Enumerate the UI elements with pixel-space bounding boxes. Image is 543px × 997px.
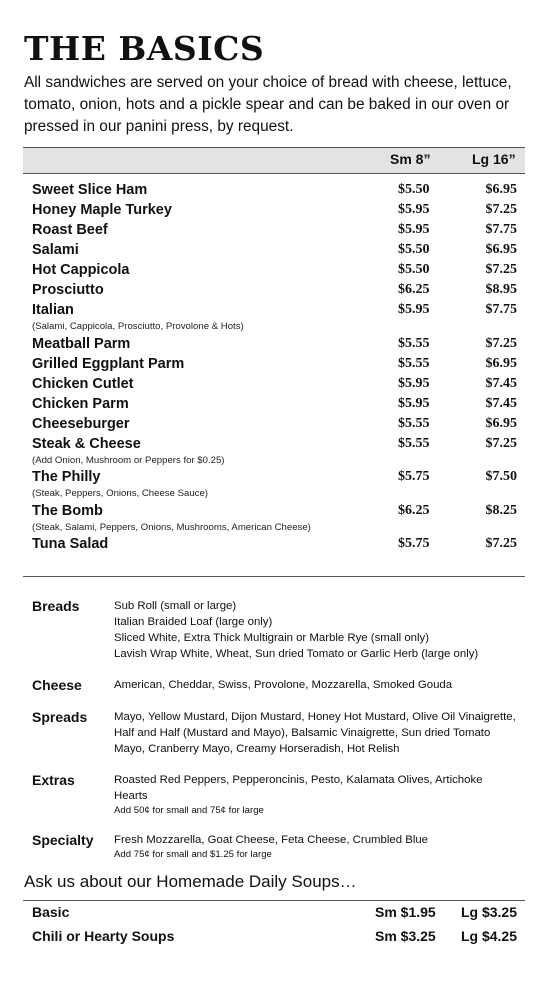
soup-name: Basic: [32, 904, 70, 920]
menu-item: [32, 334, 517, 354]
option-surcharge: Add 75¢ for small and $1.25 for large: [114, 849, 272, 860]
size-header-bar: [23, 147, 525, 174]
item-name: Roast Beef: [32, 222, 108, 238]
item-note: (Salami, Cappicola, Prosciutto, Provolone & Hots): [32, 321, 244, 332]
small-price: $5.75: [398, 536, 430, 551]
large-price: $7.25: [485, 202, 517, 217]
item-name: Grilled Eggplant Parm: [32, 355, 185, 372]
option-label: Extras: [32, 772, 75, 788]
large-size-header: Lg 16”: [472, 151, 516, 167]
large-price: $7.45: [485, 375, 517, 391]
item-name: Tuna Salad: [32, 536, 109, 552]
option-line: Sliced White, Extra Thick Multigrain or Marble Rye (small only): [114, 632, 430, 644]
option-label: Spreads: [32, 709, 88, 725]
page-title: THE BASICS: [24, 29, 265, 68]
option-label: Cheese: [32, 677, 82, 693]
item-name: Honey Maple Turkey: [32, 202, 172, 218]
large-price: $7.75: [485, 302, 517, 317]
menu-item: [32, 374, 517, 394]
item-name: The Philly: [32, 469, 101, 485]
menu-item: [32, 180, 517, 200]
menu-item: [32, 240, 517, 260]
sandwich-list: [32, 180, 517, 554]
large-price: $7.75: [485, 222, 517, 237]
small-price: $5.95: [398, 222, 430, 237]
soup-name: Chili or Hearty Soups: [32, 928, 175, 944]
menu-item: [32, 414, 517, 434]
large-price: $7.25: [485, 335, 517, 351]
large-price: $6.95: [485, 415, 517, 431]
soup-small-price: Sm $1.95: [375, 904, 436, 920]
small-price: $6.25: [398, 282, 430, 297]
item-note: (Steak, Salami, Peppers, Onions, Mushrooms, American Cheese): [32, 521, 311, 533]
soup-row: [32, 902, 517, 922]
divider: [23, 576, 525, 577]
item-note: (Steak, Peppers, Onions, Cheese Sauce): [32, 488, 208, 499]
large-price: $7.45: [485, 395, 517, 411]
intro-text: All sandwiches are served on your choice of bread with cheese, lettuce, tomato, onion, hots and a pickle spear and can be baked in our oven or pressed in our panini press, by request.: [24, 74, 512, 135]
menu-item: [32, 467, 517, 501]
large-price: $7.25: [485, 536, 517, 551]
large-price: $8.95: [485, 282, 517, 297]
item-name: Cheeseburger: [32, 415, 130, 432]
option-label: Breads: [32, 598, 80, 614]
small-price: $5.55: [398, 335, 430, 351]
menu-item: [32, 300, 517, 334]
small-price: $6.25: [398, 502, 430, 518]
item-name: The Bomb: [32, 502, 103, 519]
divider: [23, 900, 525, 901]
option-line: Lavish Wrap White, Wheat, Sun dried Tomato or Garlic Herb (large only): [114, 648, 479, 660]
large-price: $7.50: [485, 469, 517, 484]
small-price: $5.50: [398, 182, 430, 197]
soup-large-price: Lg $3.25: [460, 904, 517, 920]
small-size-header: Sm 8”: [390, 151, 431, 167]
menu-item: [32, 280, 517, 300]
item-name: Hot Cappicola: [32, 262, 130, 278]
option-text: Roasted Red Peppers, Pepperoncinis, Pesto, Kalamata Olives, Artichoke Hearts: [114, 774, 483, 802]
option-line: Sub Roll (small or large): [114, 600, 237, 612]
item-name: Chicken Cutlet: [32, 375, 134, 392]
large-price: $6.95: [485, 182, 517, 197]
small-price: $5.95: [398, 375, 430, 391]
menu-item: [32, 534, 517, 554]
small-price: $5.95: [398, 302, 430, 317]
small-price: $5.95: [398, 395, 430, 411]
small-price: $5.55: [398, 435, 430, 451]
menu-item: [32, 394, 517, 414]
menu-item: [32, 354, 517, 374]
menu-item: [32, 501, 517, 535]
option-text: Mayo, Yellow Mustard, Dijon Mustard, Honey Hot Mustard, Olive Oil Vinaigrette, Half and Half (Mustard and Mayo), Balsamic Vinaigrette, Sun dried Tomato Mayo, Cranberry Mayo, Creamy Horseradish, Hot Relish: [114, 711, 516, 755]
small-price: $5.95: [398, 202, 430, 217]
soups-heading: Ask us about our Homemade Daily Soups…: [24, 872, 357, 891]
item-name: Salami: [32, 242, 79, 258]
option-text: American, Cheddar, Swiss, Provolone, Mozzarella, Smoked Gouda: [114, 679, 453, 691]
menu-item: [32, 200, 517, 220]
item-name: Prosciutto: [32, 282, 104, 298]
item-name: Chicken Parm: [32, 395, 129, 412]
small-price: $5.50: [398, 242, 430, 257]
item-note: (Add Onion, Mushroom or Peppers for $0.25): [32, 454, 225, 466]
menu-item: [32, 220, 517, 240]
option-text: Fresh Mozzarella, Goat Cheese, Feta Cheese, Crumbled Blue: [114, 834, 429, 846]
large-price: $7.25: [485, 262, 517, 277]
item-name: Italian: [32, 302, 74, 318]
soup-row: [32, 926, 517, 946]
soup-small-price: Sm $3.25: [375, 928, 436, 944]
large-price: $6.95: [485, 355, 517, 371]
small-price: $5.55: [398, 355, 430, 371]
menu-item: [32, 260, 517, 280]
large-price: $6.95: [485, 242, 517, 257]
soup-large-price: Lg $4.25: [460, 928, 517, 944]
large-price: $8.25: [485, 502, 517, 518]
item-name: Steak & Cheese: [32, 435, 141, 452]
small-price: $5.75: [398, 469, 430, 484]
option-label: Specialty: [32, 832, 94, 848]
small-price: $5.50: [398, 262, 430, 277]
small-price: $5.55: [398, 415, 430, 431]
option-line: Italian Braided Loaf (large only): [114, 616, 273, 628]
menu-item: [32, 434, 517, 468]
item-name: Sweet Slice Ham: [32, 182, 148, 198]
large-price: $7.25: [485, 435, 517, 451]
option-surcharge: Add 50¢ for small and 75¢ for large: [114, 805, 264, 816]
item-name: Meatball Parm: [32, 335, 131, 352]
